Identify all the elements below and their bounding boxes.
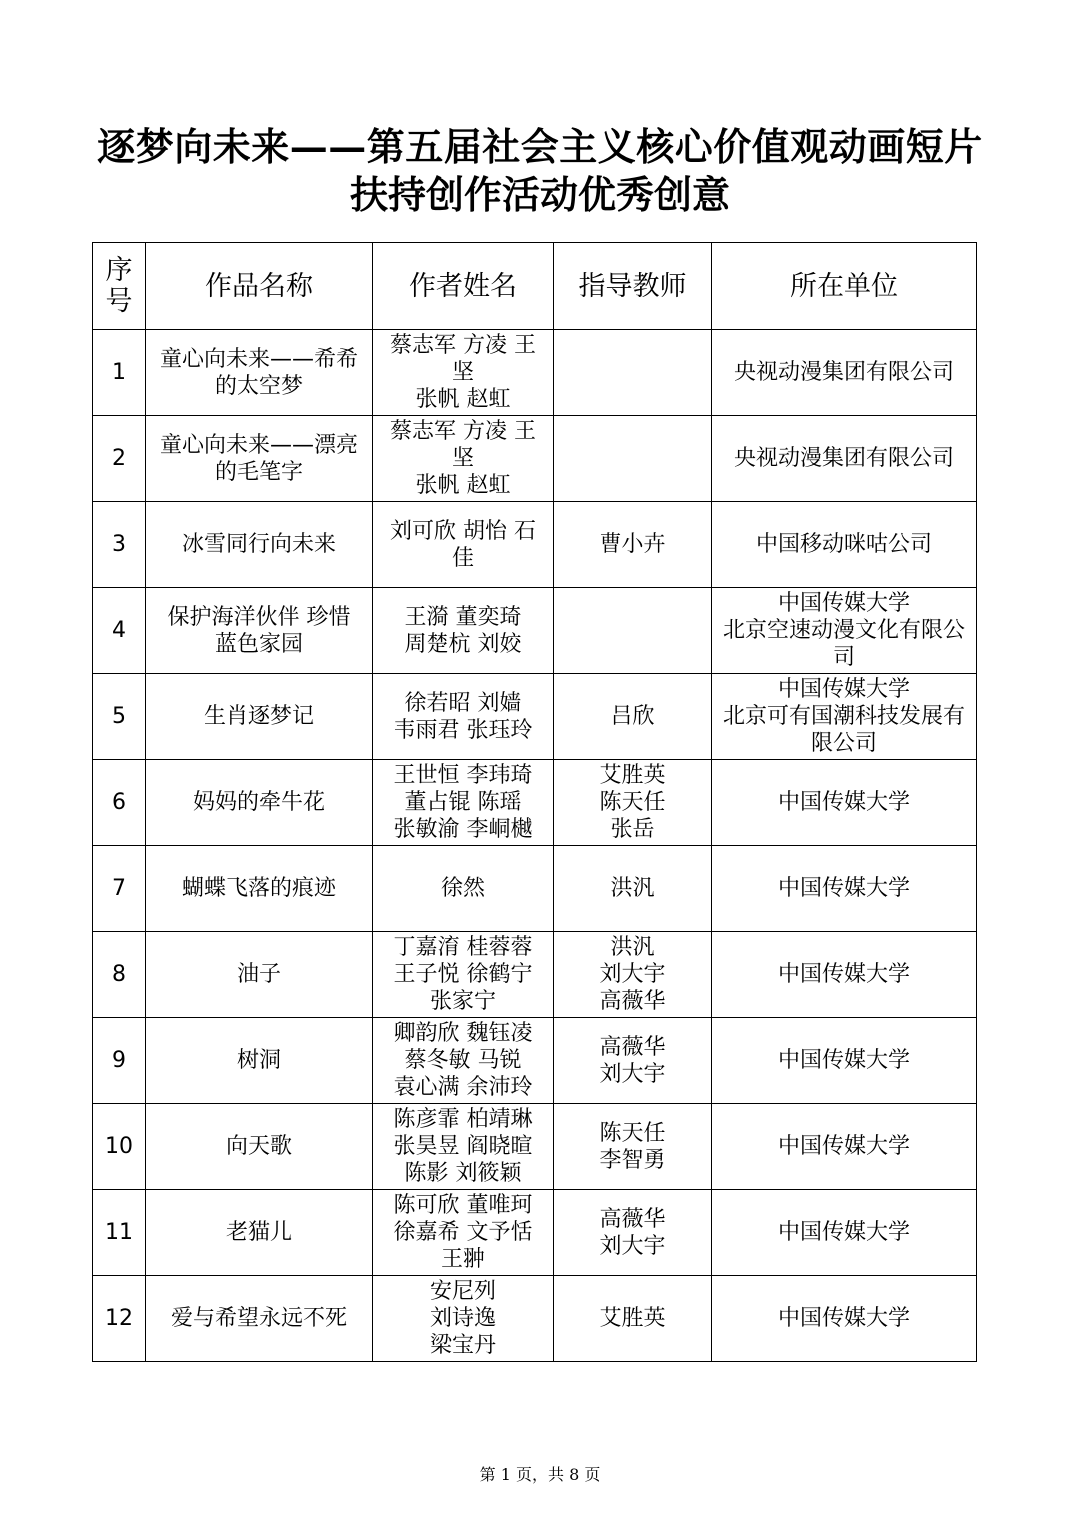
- cell-work-title-line: 油子: [236, 962, 281, 987]
- cell-serial: 6: [93, 760, 146, 846]
- table-row: [93, 674, 977, 760]
- cell-serial: 9: [93, 1018, 146, 1104]
- cell-work-title-line: 妈妈的牵牛花: [192, 790, 325, 815]
- cell-unit: [712, 932, 977, 1018]
- cell-authors-line: 王翀: [440, 1247, 485, 1272]
- cell-authors-line: 坚: [451, 446, 474, 471]
- cell-work-title-line: 生肖逐梦记: [203, 704, 314, 729]
- title-line-2: 扶持创作活动优秀创意: [349, 172, 730, 217]
- cell-authors: [373, 416, 554, 502]
- cell-advisor: [554, 674, 712, 760]
- cell-unit: [712, 588, 977, 674]
- cell-advisor-line: 洪汎: [610, 876, 655, 901]
- cell-work-title-line: 童心向未来——漂亮: [159, 432, 358, 458]
- header-serial-char-1: 序: [105, 255, 133, 286]
- cell-work-title: [146, 588, 373, 674]
- cell-advisor: [554, 1190, 712, 1276]
- cell-unit-line: 央视动漫集团有限公司: [733, 446, 954, 471]
- header-work-title: 作品名称: [146, 243, 373, 330]
- cell-unit-line: 中国移动咪咕公司: [755, 532, 932, 557]
- table-header-row: [93, 243, 977, 330]
- cell-unit: [712, 674, 977, 760]
- cell-work-title-line: 爱与希望永远不死: [170, 1306, 347, 1331]
- cell-work-title-line: 蝴蝶飞落的痕迹: [181, 876, 336, 901]
- cell-serial: 5: [93, 674, 146, 760]
- cell-unit: [712, 846, 977, 932]
- page-footer: 第 1 页，共 8 页: [479, 1465, 601, 1484]
- cell-authors: [373, 674, 554, 760]
- cell-serial: 2: [93, 416, 146, 502]
- cell-serial: 10: [93, 1104, 146, 1190]
- cell-work-title: [146, 846, 373, 932]
- cell-work-title: [146, 330, 373, 416]
- cell-authors-line: 徐然: [440, 876, 485, 901]
- cell-authors-line: 张帆 赵虹: [415, 387, 511, 412]
- cell-authors: [373, 1104, 554, 1190]
- cell-authors: [373, 502, 554, 588]
- cell-unit: [712, 1190, 977, 1276]
- cell-advisor-line: 吕欣: [610, 704, 655, 729]
- cell-authors-line: 卿韵欣 魏钰凌: [393, 1021, 533, 1046]
- cell-authors-line: 董占锟 陈瑶: [404, 790, 522, 815]
- cell-unit-line: 北京空速动漫文化有限公: [722, 618, 965, 643]
- cell-unit-line: 北京可有国潮科技发展有: [722, 704, 965, 729]
- cell-authors-line: 蔡志军 方凌 王: [390, 333, 536, 358]
- cell-authors-line: 陈影 刘筱颖: [404, 1161, 522, 1186]
- cell-work-title-line: 树洞: [236, 1048, 281, 1073]
- cell-unit-line: 中国传媒大学: [777, 1220, 910, 1245]
- table-row: [93, 1276, 977, 1362]
- cell-authors-line: 张家宁: [429, 989, 496, 1014]
- cell-advisor-line: 刘大宇: [599, 962, 666, 987]
- cell-advisor: [554, 760, 712, 846]
- cell-advisor-line: 艾胜英: [599, 763, 666, 788]
- cell-authors-line: 周楚杭 刘姣: [404, 631, 522, 657]
- cell-authors-line: 王世恒 李玮琦: [393, 763, 533, 788]
- cell-advisor-line: 高薇华: [599, 989, 666, 1014]
- cell-authors-line: 丁嘉淯 桂蓉蓉: [393, 935, 533, 960]
- cell-work-title: [146, 502, 373, 588]
- cell-advisor: [554, 1276, 712, 1362]
- cell-work-title-line: 冰雪同行向未来: [181, 532, 336, 557]
- cell-advisor: [554, 932, 712, 1018]
- cell-serial: 11: [93, 1190, 146, 1276]
- cell-work-title-line: 蓝色家园: [214, 631, 303, 657]
- cell-authors: [373, 330, 554, 416]
- cell-serial: 12: [93, 1276, 146, 1362]
- cell-advisor-line: 陈天任: [599, 1120, 666, 1146]
- cell-advisor: [554, 846, 712, 932]
- cell-advisor: [554, 1104, 712, 1190]
- cell-authors: [373, 1276, 554, 1362]
- cell-work-title: [146, 1190, 373, 1276]
- cell-work-title-line: 的毛笔字: [214, 459, 303, 485]
- cell-advisor: [554, 330, 712, 416]
- table-row: [93, 1190, 977, 1276]
- cell-authors-line: 王漪 董奕琦: [404, 604, 522, 630]
- header-unit: 所在单位: [712, 243, 977, 330]
- cell-work-title-line: 向天歌: [225, 1134, 292, 1159]
- cell-work-title: [146, 932, 373, 1018]
- cell-unit-line: 中国传媒大学: [777, 790, 910, 815]
- cell-advisor: [554, 588, 712, 674]
- cell-authors-line: 张昊昱 阎晓暄: [393, 1134, 533, 1159]
- cell-serial: 7: [93, 846, 146, 932]
- cell-unit-line: 中国传媒大学: [777, 1306, 910, 1331]
- table-row: [93, 1018, 977, 1104]
- cell-advisor-line: 李智勇: [599, 1147, 666, 1173]
- cell-advisor-line: 张岳: [610, 817, 655, 842]
- cell-work-title: [146, 1276, 373, 1362]
- cell-unit-line: 限公司: [810, 731, 877, 756]
- cell-serial: 1: [93, 330, 146, 416]
- cell-unit-line: 中国传媒大学: [777, 1134, 910, 1159]
- table-row: [93, 330, 977, 416]
- header-authors: 作者姓名: [373, 243, 554, 330]
- cell-serial: 3: [93, 502, 146, 588]
- cell-unit: [712, 760, 977, 846]
- table-row: [93, 1104, 977, 1190]
- cell-work-title-line: 童心向未来——希希: [159, 346, 358, 372]
- table-row: [93, 760, 977, 846]
- table-row: [93, 416, 977, 502]
- cell-authors-line: 陈彦霏 柏靖琳: [393, 1107, 533, 1132]
- cell-advisor-line: 高薇华: [599, 1206, 666, 1232]
- cell-work-title: [146, 416, 373, 502]
- cell-authors: [373, 760, 554, 846]
- cell-unit-line: 司: [832, 645, 855, 670]
- cell-unit-line: 央视动漫集团有限公司: [733, 360, 954, 385]
- cell-unit: [712, 330, 977, 416]
- cell-work-title: [146, 760, 373, 846]
- cell-authors: [373, 588, 554, 674]
- cell-authors-line: 蔡冬敏 马锐: [404, 1048, 522, 1073]
- cell-authors-line: 梁宝丹: [429, 1333, 496, 1358]
- cell-authors-line: 坚: [451, 360, 474, 385]
- cell-authors: [373, 932, 554, 1018]
- cell-work-title-line: 保护海洋伙伴 珍惜: [167, 604, 351, 630]
- cell-unit-line: 中国传媒大学: [777, 1048, 910, 1073]
- cell-unit: [712, 416, 977, 502]
- table-row: [93, 846, 977, 932]
- cell-authors: [373, 1018, 554, 1104]
- cell-authors-line: 佳: [451, 545, 474, 571]
- cell-authors-line: 张帆 赵虹: [415, 473, 511, 498]
- cell-unit: [712, 1276, 977, 1362]
- cell-authors-line: 徐嘉希 文予恬: [393, 1220, 533, 1245]
- cell-authors-line: 张敏渝 李峒樾: [393, 817, 533, 842]
- cell-work-title: [146, 674, 373, 760]
- cell-unit-line: 中国传媒大学: [777, 962, 910, 987]
- cell-authors-line: 韦雨君 张珏玲: [393, 717, 533, 743]
- cell-advisor: [554, 502, 712, 588]
- cell-serial: 8: [93, 932, 146, 1018]
- cell-advisor: [554, 416, 712, 502]
- cell-work-title-line: 的太空梦: [214, 373, 303, 399]
- header-serial: [93, 243, 146, 330]
- cell-advisor: [554, 1018, 712, 1104]
- cell-authors-line: 袁心满 余沛玲: [393, 1075, 533, 1100]
- cell-authors: [373, 1190, 554, 1276]
- cell-advisor-line: 曹小卉: [599, 532, 666, 557]
- table-body: [93, 330, 977, 1362]
- cell-authors-line: 蔡志军 方凌 王: [390, 419, 536, 444]
- title-line-1: 逐梦向未来——第五届社会主义核心价值观动画短片: [97, 124, 983, 169]
- cell-advisor-line: 刘大宇: [599, 1233, 666, 1259]
- cell-advisor-line: 陈天任: [599, 790, 666, 815]
- cell-work-title-line: 老猫儿: [225, 1220, 292, 1245]
- cell-work-title: [146, 1104, 373, 1190]
- cell-serial: 4: [93, 588, 146, 674]
- table-row: [93, 932, 977, 1018]
- cell-advisor-line: 艾胜英: [599, 1306, 666, 1331]
- header-serial-char-2: 号: [105, 286, 133, 317]
- cell-authors-line: 徐若昭 刘嫱: [404, 690, 522, 716]
- document-title: [0, 0, 1080, 218]
- cell-authors-line: 陈可欣 董唯珂: [393, 1193, 533, 1218]
- cell-work-title: [146, 1018, 373, 1104]
- awards-table: [92, 242, 977, 1362]
- header-advisor: 指导教师: [554, 243, 712, 330]
- cell-authors: [373, 846, 554, 932]
- cell-unit-line: 中国传媒大学: [777, 677, 910, 702]
- cell-authors-line: 安尼列: [429, 1279, 496, 1304]
- cell-advisor-line: 洪汎: [610, 935, 655, 960]
- cell-unit-line: 中国传媒大学: [777, 876, 910, 901]
- cell-unit: [712, 502, 977, 588]
- cell-authors-line: 王子悦 徐鹤宁: [393, 962, 533, 987]
- cell-unit: [712, 1018, 977, 1104]
- cell-unit-line: 中国传媒大学: [777, 591, 910, 616]
- cell-authors-line: 刘可欣 胡怡 石: [390, 518, 536, 544]
- table-row: [93, 588, 977, 674]
- cell-advisor-line: 刘大宇: [599, 1061, 666, 1087]
- table-row: [93, 502, 977, 588]
- cell-unit: [712, 1104, 977, 1190]
- cell-advisor-line: 高薇华: [599, 1034, 666, 1060]
- cell-authors-line: 刘诗逸: [429, 1306, 496, 1331]
